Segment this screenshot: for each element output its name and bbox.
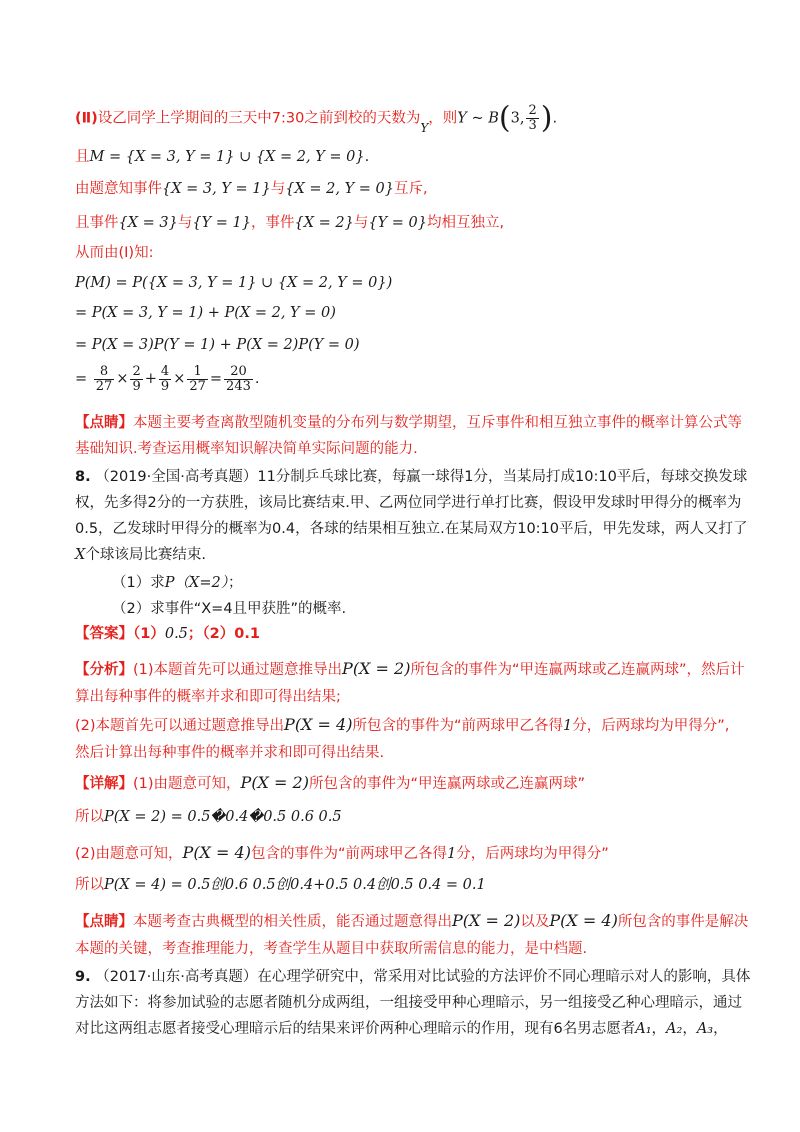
answer-value-1: 0.5 bbox=[164, 626, 188, 642]
q9-source: （2017·山东·高考真题） bbox=[95, 969, 258, 985]
calc-line-3: = P(X = 3)P(Y = 1) + P(X = 2)P(Y = 0) bbox=[75, 337, 360, 353]
analysis-tag: 【分析】 bbox=[75, 662, 133, 678]
paren-close: ) bbox=[540, 100, 553, 136]
mutex-line: 由题意知事件{X = 3, Y = 1}与{X = 2, Y = 0}互斥, bbox=[75, 181, 428, 197]
answer-tag: 【答案】 bbox=[75, 626, 133, 642]
q9-line1: 9. （2017·山东·高考真题）在心理学研究中，常采用对比试验的方法评价不同心理暗示对人的影响，具体 bbox=[75, 969, 751, 985]
q9-line3: 对比这两组志愿者接受心理暗示后的结果来评价两种心理暗示的作用，现有6名男志愿者A₁，A₂，A₃， bbox=[75, 1021, 728, 1037]
q8-source: （2019·全国·高考真题） bbox=[95, 469, 258, 485]
binomial-n: 3, bbox=[510, 110, 525, 127]
comment-tag: 【点睛】 bbox=[75, 415, 133, 431]
part2-label: (Ⅱ) bbox=[75, 110, 98, 127]
comment2-line2: 本题的关键，考查推理能力，考查学生从题目中获取所需信息的能力，是中档题. bbox=[75, 941, 588, 957]
frac-two-thirds: $\frac{2}{3}$ bbox=[528, 103, 537, 133]
analysis-line2: 算出每种事件的概率并求和即可得出结果; bbox=[75, 689, 341, 705]
detail-line2: 所以P(X = 2) = 0.5�0.4�0.5 0.6 0.5 bbox=[75, 809, 342, 825]
analysis-line3: (2)本题首先可以通过题意推导出P(X = 4)所包含的事件为“前两球甲乙各得1分，后两球均为甲得分”, bbox=[75, 715, 730, 734]
from-part1: 从而由(Ⅰ)知: bbox=[75, 245, 154, 261]
q8-number: 8. bbox=[75, 469, 91, 485]
q8-line1: 8. （2019·全国·高考真题）11分制乒乓球比赛，每赢一球得1分，当某局打成10:10平后，每球交换发球 bbox=[75, 469, 748, 485]
answer-line: 【答案】（1）0.5；（2）0.1 bbox=[75, 626, 260, 642]
var-y: Y bbox=[420, 120, 429, 135]
q8-subq2: （2）求事件“X=4且甲获胜”的概率. bbox=[112, 601, 347, 617]
detail-line1: 【详解】(1)由题意可知，P(X = 2)所包含的事件为“甲连赢两球或乙连赢两球” bbox=[75, 773, 585, 792]
q8-subq1: （1）求P（X=2）； bbox=[112, 575, 243, 591]
m-definition: 且M = {X = 3, Y = 1} ∪ {X = 2, Y = 0}. bbox=[75, 149, 370, 165]
comment2-line1: 【点睛】本题考查古典概型的相关性质，能否通过题意得出P(X = 2)以及P(X = 4)所包含的事件是解决 bbox=[75, 911, 749, 930]
analysis-line4: 然后计算出每种事件的概率并求和即可得出结果. bbox=[75, 745, 385, 761]
comment2-tag: 【点睛】 bbox=[75, 914, 133, 930]
independence-line: 且事件{X = 3}与{Y = 1}，事件{X = 2}与{Y = 0}均相互独立, bbox=[75, 215, 505, 231]
detail-tag: 【详解】 bbox=[75, 776, 133, 792]
q8-line2: 权，先多得2分的一方获胜，该局比赛结束.甲、乙两位同学进行单打比赛，假设甲发球时甲得分的概率为 bbox=[75, 495, 742, 511]
part2-line: (Ⅱ)设乙同学上学期间的三天中7:30之前到校的天数为$_Y$，则Y ~ B(3, $\frac{2}{3}$ ). bbox=[75, 100, 558, 136]
part2-text: 设乙同学上学期间的三天中7:30之前到校的天数为 bbox=[97, 110, 421, 127]
calc-line-1: P(M) = P({X = 3, Y = 1} ∪ {X = 2, Y = 0}) bbox=[75, 275, 393, 291]
paren-open: ( bbox=[498, 100, 511, 136]
part2-then: ，则 bbox=[428, 110, 458, 127]
binomial-dist: Y ~ B bbox=[457, 110, 499, 127]
comment1-line1: 【点睛】本题主要考查离散型随机变量的分布列与数学期望，互斥事件和相互独立事件的概率计算公式等 bbox=[75, 415, 742, 431]
calc-line-4: = $\frac{8}{27}$ × $\frac{2}{9}$ + $\frac{4}{9}$ × $\frac{1}{27}$ = $\frac{20}{243}$ . bbox=[75, 363, 260, 394]
m-set-math: M = {X = 3, Y = 1} ∪ {X = 2, Y = 0} bbox=[89, 149, 365, 165]
comment1-line2: 基础知识.考查运用概率知识解决简单实际问题的能力. bbox=[75, 441, 418, 457]
calc-line-2: = P(X = 3, Y = 1) + P(X = 2, Y = 0) bbox=[75, 305, 336, 321]
detail-line4: 所以P(X = 4) = 0.5创0.6 0.5创0.4+0.5 0.4创0.5 0.4 = 0.1 bbox=[75, 877, 486, 893]
analysis-line1: 【分析】(1)本题首先可以通过题意推导出P(X = 2)所包含的事件为“甲连赢两球或乙连赢两球”，然后计 bbox=[75, 659, 745, 678]
q9-line2: 方法如下：将参加试验的志愿者随机分成两组，一组接受甲种心理暗示，另一组接受乙种心理暗示，通过 bbox=[75, 995, 742, 1011]
q8-line4: X个球该局比赛结束. bbox=[75, 547, 206, 563]
q9-number: 9. bbox=[75, 969, 91, 985]
answer-value-2: 0.1 bbox=[234, 626, 260, 642]
q8-line3: 0.5，乙发球时甲得分的概率为0.4，各球的结果相互独立.在某局双方10:10平后，甲先发球，两人又打了 bbox=[75, 521, 748, 537]
detail-line3: (2)由题意可知，P(X = 4)包含的事件为“前两球甲乙各得1分，后两球均为甲得分” bbox=[75, 843, 609, 862]
